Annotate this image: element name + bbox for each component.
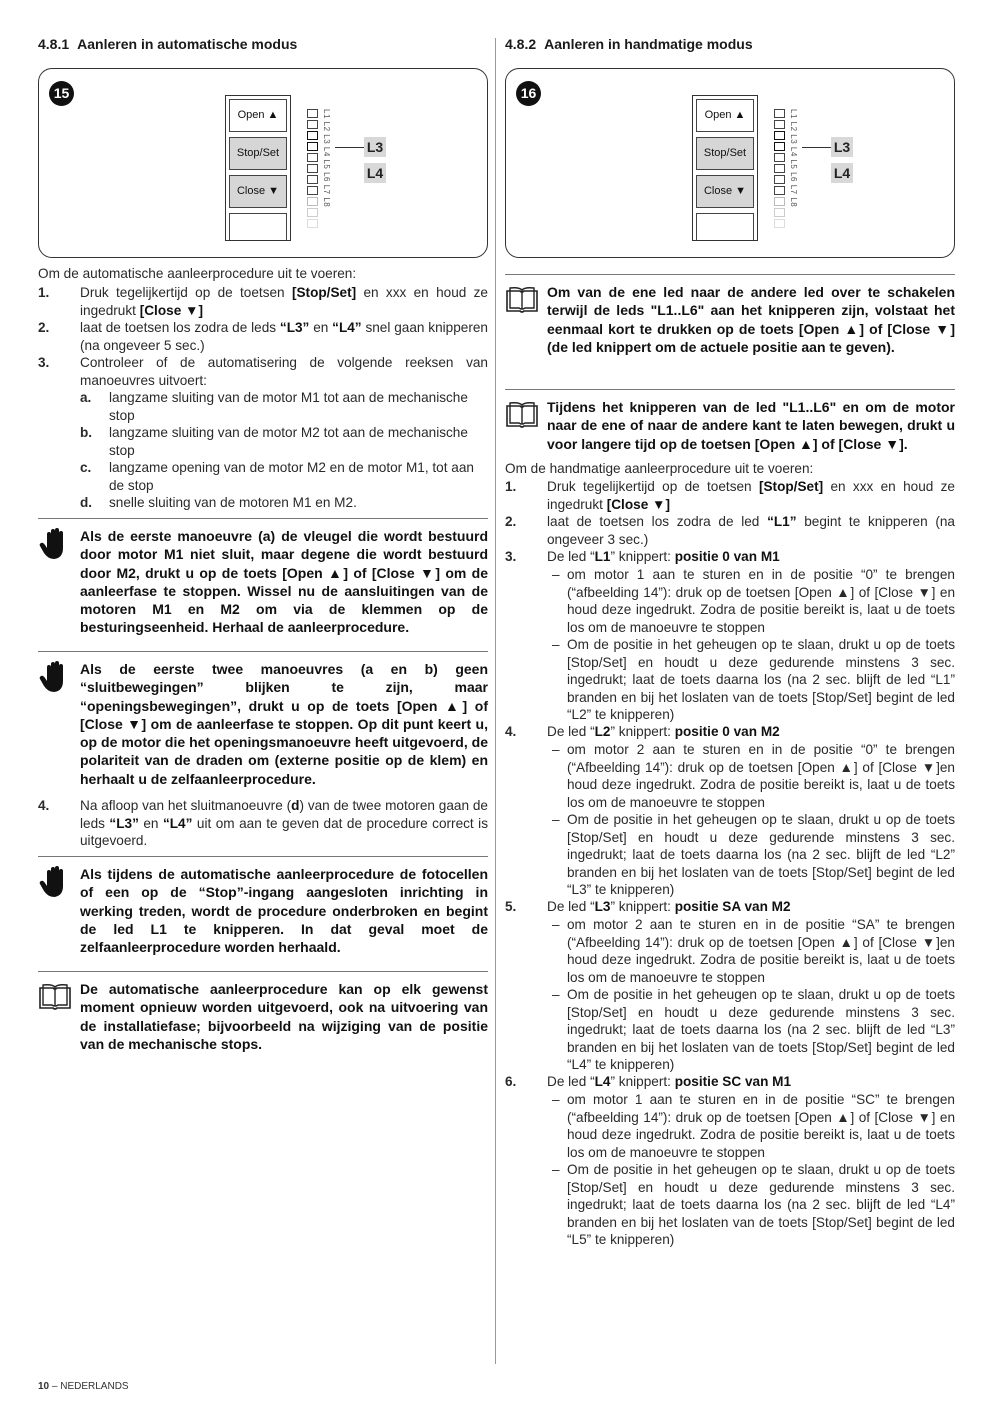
- callout-l3: L3: [364, 137, 386, 157]
- book-icon: [505, 283, 539, 317]
- step-6-bullet-2: – Om de positie in het geheugen op te slaan, drukt u op de toets [Stop/Set] en houdt u deze gedurende minstens 3 sec. ingedrukt; laat de toets daarna los (na 2 sec. blijft de led “L4” branden en bij het loslaten van de toets [Stop/Set] begint de led “L5” te knipperen): [552, 1162, 955, 1247]
- step-4-bullet-1: – om motor 2 aan te sturen en in de positie “0” te brengen (“Afbeelding 14”): druk op de toetsen [Open ▲] of [Close ▼]en houd deze ingedrukt. Zodra de positie bereikt is, laat u de toets los om de manoeuvre te stoppen: [552, 742, 955, 810]
- led-l1: [774, 109, 785, 118]
- step-5-bullet-1: – om motor 2 aan te sturen en in de positie “SA” te brengen (“Afbeelding 14”): druk op de toetsen [Open ▲] of [Close ▼]en houd deze ingedrukt. Zodra de positie bereikt is, laat u de toets los om de manoeuvre te stoppen: [552, 917, 955, 985]
- led-l2: [307, 120, 318, 129]
- led-spare: [774, 197, 785, 206]
- led-strip: [774, 109, 786, 239]
- led-l7: [307, 175, 318, 184]
- open-button: Open ▲: [696, 99, 754, 132]
- step-3: 3. Controleer of de automatisering de volgende reeksen van manoeuvres uitvoert:: [38, 355, 488, 388]
- led-spare: [774, 219, 785, 228]
- callout-line: [335, 147, 365, 148]
- callout-l4: L4: [831, 163, 853, 183]
- led-l3: [774, 131, 785, 140]
- step-6: 6. De led “L4” knippert: positie SC van M1: [505, 1074, 792, 1089]
- close-button: Close ▼: [696, 175, 754, 208]
- step-4-bullet-2: – Om de positie in het geheugen op te slaan, drukt u op de toets [Stop/Set] en houdt u deze gedurende minstens 3 sec. ingedrukt; laat de toets daarna los (na 2 sec. blijft de led “L2” branden en bij het loslaten van de toets [Stop/Set] begint de led “L3” te knipperen): [552, 812, 955, 897]
- control-panel: [692, 95, 758, 241]
- led-strip: [307, 109, 319, 239]
- led-l6: [774, 164, 785, 173]
- close-button: Close ▼: [229, 175, 287, 208]
- substep-c: c. langzame opening van de motor M2 en de motor M1, tot aan de stop: [80, 460, 474, 493]
- footer-language: – NEDERLANDS: [49, 1381, 129, 1392]
- figure-number-badge: 15: [49, 81, 74, 106]
- figure-number-badge: 16: [516, 81, 541, 106]
- step-3: 3. De led “L1” knippert: positie 0 van M1: [505, 549, 780, 564]
- led-l5: [774, 153, 785, 162]
- figure-16: [505, 68, 955, 258]
- stop-set-button: Stop/Set: [696, 137, 754, 170]
- info-note-1: Om van de ene led naar de andere led over te schakelen terwijl de leds "L1..L6" aan het knipperen zijn, volstaat het eenmaal kort te drukken op de toets [Open ▲] of [Close ▼] (de led knippert om de actuele positie aan te geven).: [505, 274, 955, 356]
- hand-stop-icon: [38, 865, 72, 899]
- led-spare: [307, 219, 318, 228]
- led-l8: [774, 186, 785, 195]
- led-l7: [774, 175, 785, 184]
- step-5-bullet-2: – Om de positie in het geheugen op te slaan, drukt u op de toets [Stop/Set] en houdt u deze gedurende minstens 3 sec. ingedrukt; laat de toets daarna los (na 2 sec. blijft de led “L3” branden en bij het loslaten van de toets [Stop/Set] begint de led “L4” te knipperen): [552, 987, 955, 1072]
- book-icon: [38, 980, 72, 1014]
- step-5: 5. De led “L3” knippert: positie SA van M2: [505, 899, 791, 914]
- led-labels: L1 L2 L3 L4 L5 L6 L7 L8: [789, 109, 798, 208]
- led-l4: [307, 142, 318, 151]
- info-note-2: Tijdens het knipperen van de led "L1..L6" en om de motor naar de ene of naar de andere kant te laten bewegen, drukt u voor langere tijd op de toetsen [Open ▲] of [Close ▼].: [505, 389, 955, 453]
- step-2: 2. laat de toetsen los zodra de leds “L3” en “L4” snel gaan knipperen (na ongeveer 5 sec.): [38, 320, 488, 353]
- step-3-bullet-2: – Om de positie in het geheugen op te slaan, drukt u op de toets [Stop/Set] en houdt u deze gedurende minstens 3 sec. ingedrukt; laat de toets daarna los (na 2 sec. blijft de led “L1” branden en bij het loslaten van de toets [Stop/Set] begint de led “L2” te knipperen): [552, 637, 955, 722]
- hand-stop-icon: [38, 660, 72, 694]
- info-note-1: De automatische aanleerprocedure kan op elk gewenst moment opnieuw worden uitgevoerd, ook na uitvoering van de installatiefase; bijvoorbeeld na wijziging van de positie van de mechanische stops.: [38, 971, 488, 1053]
- led-l3: [307, 131, 318, 140]
- led-spare: [307, 208, 318, 217]
- led-l2: [774, 120, 785, 129]
- step-1: 1. Druk tegelijkertijd op de toetsen [Stop/Set] en xxx en houd ze ingedrukt [Close ▼]: [38, 285, 488, 318]
- led-spare: [774, 208, 785, 217]
- step-3-bullet-1: – om motor 1 aan te sturen en in de positie “0” te brengen (“afbeelding 14”): druk op de toetsen [Open ▲] of [Close ▼] en houd deze ingedrukt. Zodra de positie bereikt is, laat u de toets los om de manoeuvre te stoppen: [552, 567, 955, 635]
- section-heading-482: 4.8.2 Aanleren in handmatige modus: [505, 36, 753, 52]
- page-footer: [38, 1378, 129, 1396]
- led-labels: L1 L2 L3 L4 L5 L6 L7 L8: [322, 109, 331, 208]
- substep-d: d. snelle sluiting van de motoren M1 en M2.: [80, 495, 357, 510]
- warning-note-1: Als de eerste manoeuvre (a) de vleugel die wordt bestuurd door motor M1 niet sluit, maar degene die wordt bestuurd door M2, drukt u op de toets [Open ▲] of [Close ▼] om de aanleerfase te stoppen. Wissel nu de aansluitingen van de motoren M1 en M2 om via de klemmen op de besturingseenheid. Herhaal de aanleerprocedure.: [38, 518, 488, 637]
- figure-15: [38, 68, 488, 258]
- column-divider: [495, 38, 496, 1364]
- warning-note-2: Als de eerste twee manoeuvres (a en b) geen “sluitbewegingen” blijken te zijn, maar “openingsbewegingen”, drukt u op de toets [Open ▲] of [Close ▼] om de aanleerfase te stoppen. Op dit punt keert u, op de motor die het openingsmanoeuvre heeft uitgevoerd, de polariteit van de draden om (externe positie op de klem) en herhaalt u de zelfaanleerprocedure.: [38, 651, 488, 788]
- substep-a: a. langzame sluiting van de motor M1 tot aan de mechanische stop: [80, 390, 468, 423]
- callout-l4: L4: [364, 163, 386, 183]
- callout-l3: L3: [831, 137, 853, 157]
- page-number: 10: [38, 1381, 50, 1392]
- control-panel: [225, 95, 291, 241]
- step-4: 4. Na afloop van het sluitmanoeuvre (d) van de twee motoren gaan de leds “L3” en “L4” uit om aan te geven dat de procedure correct is uitgevoerd.: [38, 798, 488, 848]
- hand-stop-icon: [38, 527, 72, 561]
- blank-button: [229, 213, 287, 240]
- substep-b: b. langzame sluiting van de motor M2 tot aan de mechanische stop: [80, 425, 468, 458]
- led-l6: [307, 164, 318, 173]
- step-1: 1. Druk tegelijkertijd op de toetsen [Stop/Set] en xxx en houd ze ingedrukt [Close ▼]: [505, 479, 955, 512]
- stop-set-button: Stop/Set: [229, 137, 287, 170]
- step-2: 2. laat de toetsen los zodra de led “L1” begint te knipperen (na ongeveer 3 sec.): [505, 514, 955, 547]
- step-6-bullet-1: – om motor 1 aan te sturen en in de positie “SC” te brengen (“afbeelding 14”): druk op de toetsen [Open ▲] of [Close ▼] en houd deze ingedrukt. Zodra de positie bereikt is, laat u de toets los om de manoeuvre te stoppen: [552, 1092, 955, 1160]
- callout-line: [802, 147, 832, 148]
- led-spare: [307, 197, 318, 206]
- blank-button: [696, 213, 754, 240]
- book-icon: [505, 398, 539, 432]
- open-button: Open ▲: [229, 99, 287, 132]
- step-4: 4. De led “L2” knippert: positie 0 van M2: [505, 724, 780, 739]
- led-l4: [774, 142, 785, 151]
- led-l5: [307, 153, 318, 162]
- led-l1: [307, 109, 318, 118]
- intro-text: Om de handmatige aanleerprocedure uit te voeren:: [505, 461, 814, 476]
- section-heading-481: 4.8.1 Aanleren in automatische modus: [38, 36, 298, 52]
- led-l8: [307, 186, 318, 195]
- intro-text: Om de automatische aanleerprocedure uit te voeren:: [38, 266, 357, 281]
- warning-note-3: Als tijdens de automatische aanleerprocedure de fotocellen of een op de “Stop”-ingang aangesloten inrichting in werking treden, wordt de procedure onderbroken en begint de led L1 te knipperen. In dat geval moet de zelfaanleerprocedure worden herhaald.: [38, 856, 488, 956]
